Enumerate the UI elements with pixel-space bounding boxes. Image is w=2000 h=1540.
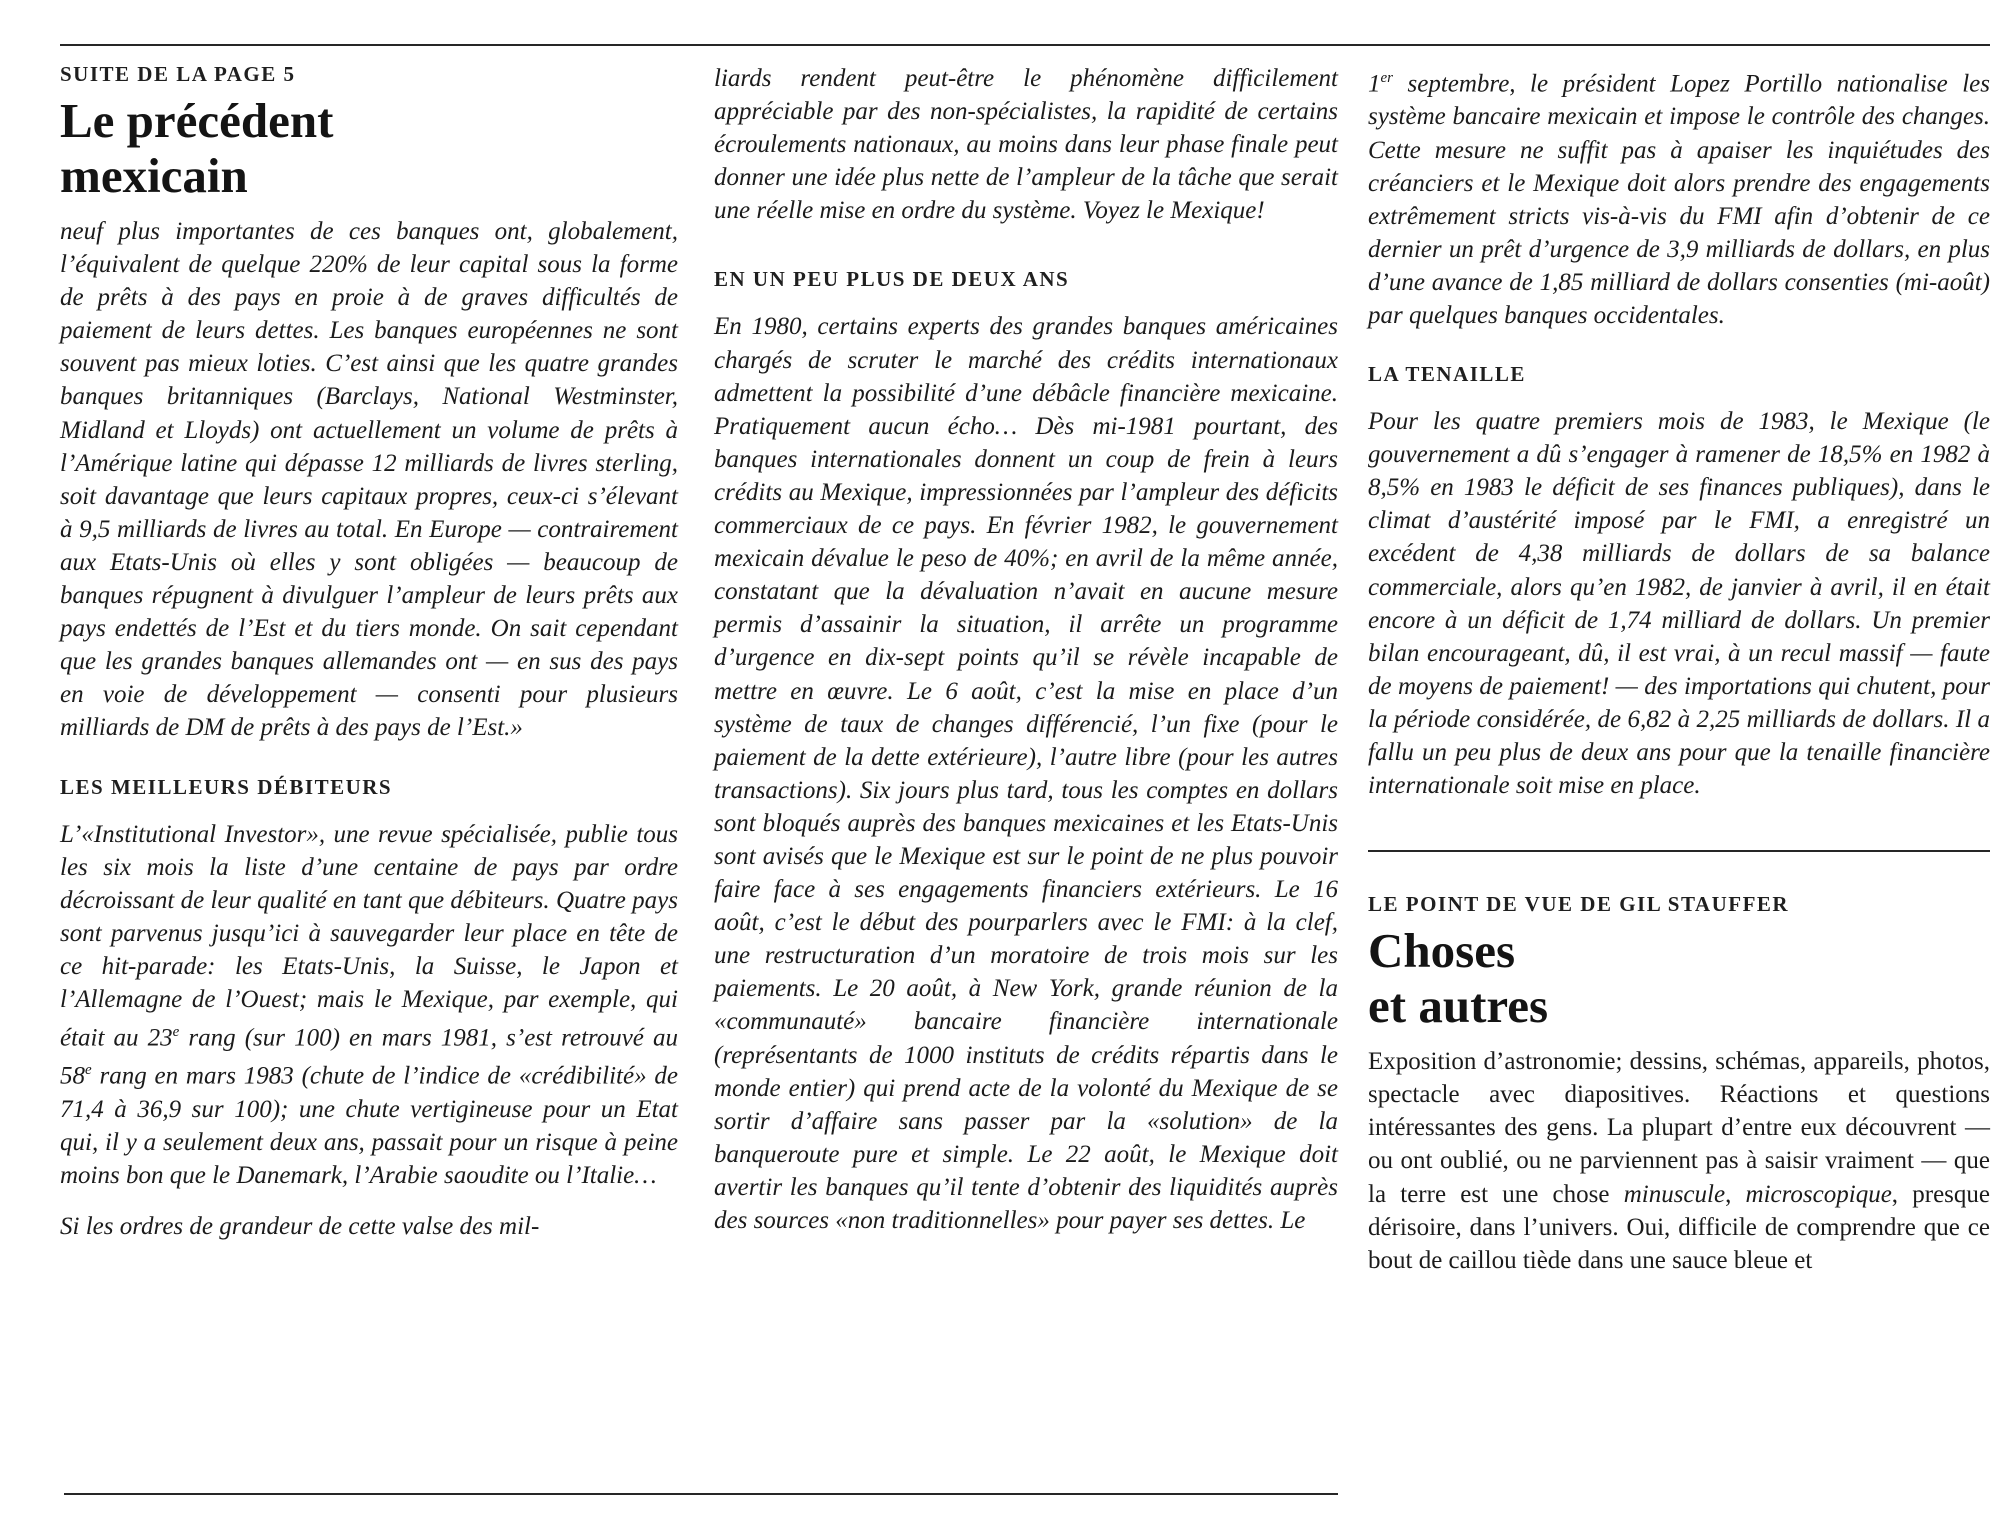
paragraph-banques: neuf plus importantes de ces banques ont, globalement, l’équivalent de quelque 220% de leur capital sous la forme de prêts à des pays en proie à de graves difficultés de paiement de leurs dettes. Les banques européennes ne sont souvent pas mieux loties. C’est ainsi que les quatre grandes banques britanniques (Barclays, National Westminster, Midland et Lloyds) ont actuellement un volume de prêts à l’Amérique latine qui dépasse 12 milliards de livres sterling, soit davantage que leurs capitaux propres, ceux-ci s’élevant à 9,5 milliards de livres au total. En Europe — contrairement aux Etats-Unis où elles y sont obligées — beaucoup de banques répugnent à divulguer l’ampleur de leurs prêts aux pays endettés de l’Est et du tiers monde. On sait cependant que les grandes banques allemandes ont — en sus des pays en voie de développement — consenti pour plusieurs milliards de DM de prêts à des pays de l’Est.» bbox=[60, 218, 678, 742]
text-segment: , presque dérisoire, dans l’univers. Oui, difficile de comprendre que ce bout de caillou tiède dans une sauce bleue et bbox=[1368, 1180, 1991, 1274]
column-right bbox=[1368, 62, 1990, 1277]
text-segment: septembre, le président Lopez Portillo nationalise les système bancaire mexicain et impose le contrôle des changes. Cette mesure ne suffit pas à apaiser les inquiétudes des créanciers et le Mexique doit alors prendre des engagements extrêmement stricts vis-à-vis du FMI afin d’obtenir de ce dernier un prêt d’urgence de 3,9 milliards de dollars, en plus d’une avance de 1,85 milliard de dollars consenties (mi-août) par quelques banques occidentales. bbox=[1368, 70, 1990, 329]
paragraph-ordres-grandeur: Si les ordres de grandeur de cette valse des mil- bbox=[60, 1213, 540, 1241]
paragraph-astronomie bbox=[1368, 1045, 1990, 1277]
text-segment: 1 bbox=[1368, 70, 1381, 98]
paragraph-institutional-investor bbox=[60, 818, 678, 1193]
headline-precedent bbox=[60, 93, 678, 203]
emphasis: microscopique bbox=[1745, 1180, 1892, 1208]
text-segment: rang (sur 100) en mars 1981, s’est retrouvé au 58 bbox=[60, 1024, 678, 1090]
superscript: e bbox=[172, 1024, 180, 1041]
headline-line-2: et autres bbox=[1368, 978, 1549, 1034]
bottom-rule bbox=[64, 1493, 1338, 1495]
section-divider bbox=[1368, 850, 1990, 852]
kicker-gil-stauffer: LE POINT DE VUE DE GIL STAUFFER bbox=[1368, 892, 1790, 917]
headline-line-1: Choses bbox=[1368, 923, 1516, 979]
kicker-suite: SUITE DE LA PAGE 5 bbox=[60, 62, 296, 86]
superscript: e bbox=[85, 1062, 92, 1079]
paragraph-quatre-premiers-mois: Pour les quatre premiers mois de 1983, le Mexique (le gouvernement a dû s’engager à ramener de 18,5% en 1982 à 8,5% en 1983 le déficit de ses finances publiques), dans le climat d’austérité imposé par le FMI, a enregistré un excédent de 4,38 milliards de dollars de sa balance commerciale, alors qu’en 1982, de janvier à avril, il en était encore à un déficit de 1,74 milliard de dollars. Un premier bilan encourageant, dû, il est vrai, à un recul massif — faute de moyens de paiement! — des importations qui chutent, pour la période considérée, de 6,82 à 2,25 milliards de dollars. Il a fallu un peu plus de deux ans pour que la tenaille financière internationale soit mise en place. bbox=[1368, 408, 1990, 800]
emphasis: minuscule bbox=[1623, 1180, 1726, 1208]
text-segment: L’«Institutional Investor», une revue spécialisée, publie tous les six mois la liste d’une centaine de pays par ordre décroissant de leur qualité en tant que débiteurs. Quatre pays sont parvenus jusqu’ici à sauvegarder leur place en tête de ce hit-parade: les Etats-Unis, la Suisse, le Japon et l’Allemagne de l’Ouest; mais le Mexique, par exemple, qui était au 23 bbox=[60, 820, 678, 1052]
text-segment: , bbox=[1725, 1180, 1746, 1208]
column-middle bbox=[714, 62, 1338, 1237]
top-rule bbox=[60, 44, 1990, 46]
subhead-deux-ans: EN UN PEU PLUS DE DEUX ANS bbox=[714, 267, 1070, 292]
headline-line-2: mexicain bbox=[60, 148, 248, 203]
headline-choses bbox=[1368, 923, 1990, 1033]
headline-line-1: Le précédent bbox=[60, 93, 334, 148]
subhead-tenaille: LA TENAILLE bbox=[1368, 362, 1526, 387]
paragraph-septembre bbox=[1368, 62, 1990, 332]
paragraph-1980: En 1980, certains experts des grandes banques américaines chargés de scruter le marché des crédits internationaux admettent la possibilité d’une débâcle financière mexicaine. Pratiquement aucun écho… Dès mi-1981 pourtant, des banques internationales donnent un coup de frein à leurs crédits au Mexique, impressionnées par l’ampleur des déficits commerciaux de ce pays. En février 1982, le gouvernement mexicain dévalue le peso de 40%; en avril de la même année, constatant que la dévaluation n’avait en aucune mesure permis d’assainir la situation, il arrête un programme d’urgence en dix-sept points qu’il se révèle incapable de mettre en œuvre. Le 6 août, c’est la mise en place d’un système de taux de changes différencié, l’un fixe (pour le paiement de la dette extérieure), l’autre libre (pour les autres transactions). Six jours plus tard, tous les comptes en dollars sont bloqués auprès des banques mexicaines et les Etats-Unis sont avisés que le Mexique est sur le point de ne plus pouvoir faire face à ses engagements financiers extérieurs. Le 16 août, c’est le début des pourparlers avec le FMI: à la clef, une restructuration d’un moratoire de trois mois sur les paiements. Le 20 août, à New York, grande réunion de la «communauté» bancaire financière internationale (représentants de 1000 instituts de crédits répartis dans le monde entier) qui prend acte de la volonté du Mexique de se sortir d’affaire sans passer par la «solution» de la banqueroute pure et simple. Le 22 août, le Mexique doit avertir les banques qu’il tente d’obtenir des liquidités auprès des sources «non traditionnelles» pour payer ses dettes. Le bbox=[714, 313, 1338, 1234]
subhead-meilleurs-debiteurs: LES MEILLEURS DÉBITEURS bbox=[60, 774, 393, 799]
paragraph-milliards: liards rendent peut-être le phénomène difficilement appréciable par des non-spécialistes, la rapidité de certains écroulements nationaux, au moins dans leur phase finale peut donner une idée plus nette de l’ampleur de la tâche que serait une réelle mise en ordre du système. Voyez le Mexique! bbox=[714, 65, 1338, 225]
column-left bbox=[60, 62, 678, 1243]
text-segment: Exposition d’astronomie; dessins, schémas, appareils, photos, spectacle avec diapositives. Réactions et questions intéressantes des gens. La plupart d’entre eux découvrent — ou ont oublié, ou ne parviennent pas à saisir vraiment — que la terre est une chose bbox=[1368, 1048, 1990, 1208]
superscript: er bbox=[1380, 70, 1393, 86]
text-segment: rang en mars 1983 (chute de l’indice de «crédibilité» de 71,4 à 36,9 sur 100); une chute vertigineuse pour un Etat qui, il y a seulement deux ans, passait pour un risque à peine moins bon que le Danemark, l’Arabie saoudite ou l’Italie… bbox=[60, 1062, 678, 1190]
